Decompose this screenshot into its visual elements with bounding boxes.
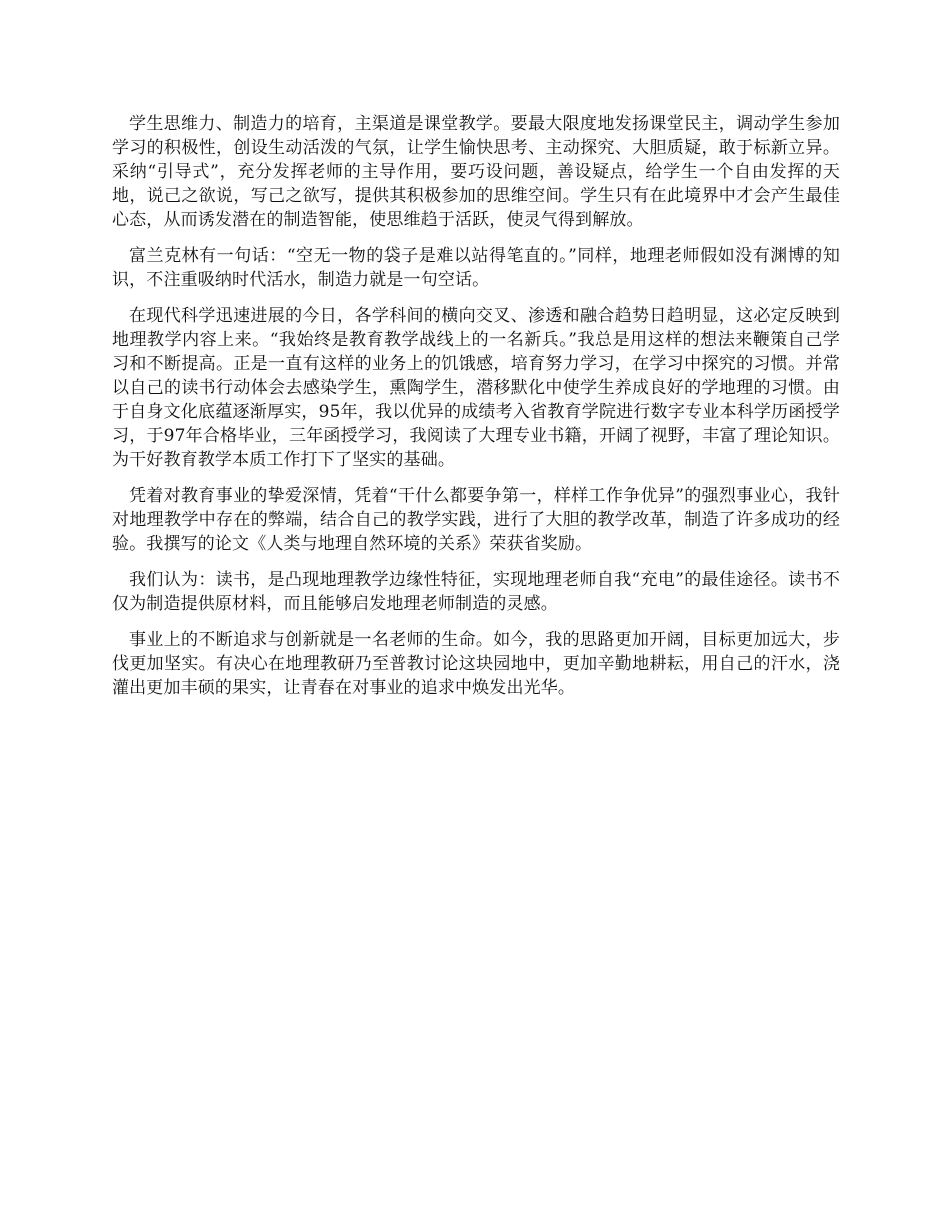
paragraph-4: 凭着对教育事业的挚爱深情，凭着“干什么都要争第一，样样工作争优异”的强烈事业心，我针对地理教学中存在的弊端，结合自己的教学实践，进行了大胆的教学改革，制造了许多成功的经验。我撰写的论文《人类与地理自然环境的关系》荣获省奖励。 <box>112 486 840 554</box>
paragraph-6: 事业上的不断追求与创新就是一名老师的生命。如今，我的思路更加开阔，目标更加远大，步伐更加坚实。有决心在地理教研乃至普教讨论这块园地中，更加辛勤地耕耘，用自己的汗水，浇灌出更加丰硕的果实，让青春在对事业的追求中焕发出光华。 <box>112 630 840 698</box>
document-body <box>112 112 840 712</box>
paragraph-1: 学生思维力、制造力的培育，主渠道是课堂教学。要最大限度地发扬课堂民主，调动学生参加学习的积极性，创设生动活泼的气氛，让学生愉快思考、主动探究、大胆质疑，敢于标新立异。采纳“引导式”，充分发挥老师的主导作用，要巧设问题，善设疑点，给学生一个自由发挥的天地，说己之欲说，写己之欲写，提供其积极参加的思维空间。学生只有在此境界中才会产生最佳心态，从而诱发潜在的制造智能，使思维趋于活跃，使灵气得到解放。 <box>112 114 840 230</box>
paragraph-3: 在现代科学迅速进展的今日，各学科间的横向交叉、渗透和融合趋势日趋明显，这必定反映到地理教学内容上来。“我始终是教育教学战线上的一名新兵。”我总是用这样的想法来鞭策自己学习和不断提高。正是一直有这样的业务上的饥饿感，培育努力学习，在学习中探究的习惯。并常以自己的读书行动体会去感染学生，熏陶学生，潜移默化中使学生养成良好的学地理的习惯。由于自身文化底蕴逐渐厚实，95年，我以优异的成绩考入省教育学院进行数字专业本科学历函授学习，于97年合格毕业，三年函授学习，我阅读了大理专业书籍，开阔了视野，丰富了理论知识。为干好教育教学本质工作打下了坚实的基础。 <box>112 306 840 470</box>
paragraph-2: 富兰克林有一句话：“空无一物的袋子是难以站得笔直的。”同样，地理老师假如没有渊博的知识，不注重吸纳时代活水，制造力就是一句空话。 <box>112 246 840 290</box>
paragraph-5: 我们认为：读书，是凸现地理教学边缘性特征，实现地理老师自我“充电”的最佳途径。读书不仅为制造提供原材料，而且能够启发地理老师制造的灵感。 <box>112 570 840 614</box>
